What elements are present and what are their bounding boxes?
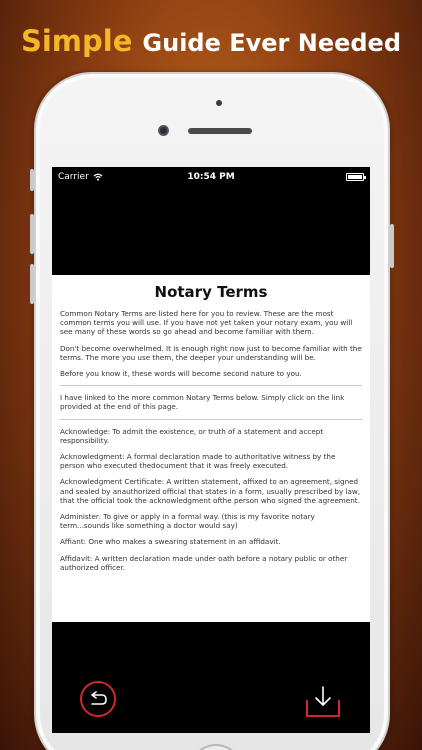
term-entry: Acknowledge: To admit the existence, or truth of a statement and accept responsibility.	[60, 426, 324, 445]
volume-down-button	[30, 264, 34, 304]
headline-accent: Simple	[20, 24, 133, 58]
divider	[60, 385, 362, 386]
power-button	[390, 224, 394, 268]
volume-up-button	[30, 214, 34, 254]
term-entry: Acknowledgment Certificate: A written statement, affixed to an agreement, signed and sealed by anauthorized official that states in a form, usually prescribed by law, that the official took the acknowledgment ofthe person who signed the agreement.	[60, 477, 361, 505]
intro-paragraph: Common Notary Terms are listed here for you to review. These are the most common terms you will use. If you have not yet taken your notary exam, you will see many of these words so go ahead and become familiar with them.	[60, 309, 353, 337]
page-title: Notary Terms	[154, 283, 268, 301]
download-icon	[305, 684, 341, 718]
bottom-toolbar	[52, 622, 370, 733]
download-button[interactable]	[305, 684, 341, 718]
back-arrow-icon	[87, 691, 109, 707]
home-button[interactable]	[190, 744, 242, 750]
divider	[60, 419, 362, 420]
status-bar	[52, 167, 370, 187]
carrier-label: Carrier	[58, 172, 89, 182]
intro-paragraph: Before you know it, these words will become second nature to you.	[60, 369, 302, 379]
term-entry: Affidavit: A written declaration made under oath before a notary public or other authorized officer.	[60, 553, 348, 572]
earpiece-speaker	[188, 128, 252, 134]
term-entry: Administer: To give or apply in a formal way. (this is my favorite notary term...sounds like something a doctor would say)	[60, 512, 315, 531]
proximity-sensor	[216, 100, 222, 106]
back-button[interactable]	[80, 681, 116, 717]
intro-paragraph: Don't become overwhelmed. It is enough right now just to become familiar with the terms. The more you use them, the deeper your understanding will be.	[60, 343, 362, 362]
promo-headline	[0, 24, 422, 58]
term-entry: Affiant: One who makes a swearing statement in an affidavit.	[60, 537, 281, 547]
front-camera	[158, 125, 169, 136]
headline-rest: Guide Ever Needed	[142, 29, 402, 57]
battery-icon	[346, 173, 364, 181]
phone-screen	[52, 167, 370, 733]
mute-switch	[30, 169, 34, 191]
article-content[interactable]	[52, 275, 370, 622]
status-time: 10:54 PM	[187, 172, 235, 182]
link-note: I have linked to the more common Notary Terms below. Simply click on the link provided at the end of this page.	[60, 393, 345, 412]
term-entry: Acknowledgment: A formal declaration made to authoritative witness by the person who executed thedocument that it was freely executed.	[60, 452, 336, 471]
